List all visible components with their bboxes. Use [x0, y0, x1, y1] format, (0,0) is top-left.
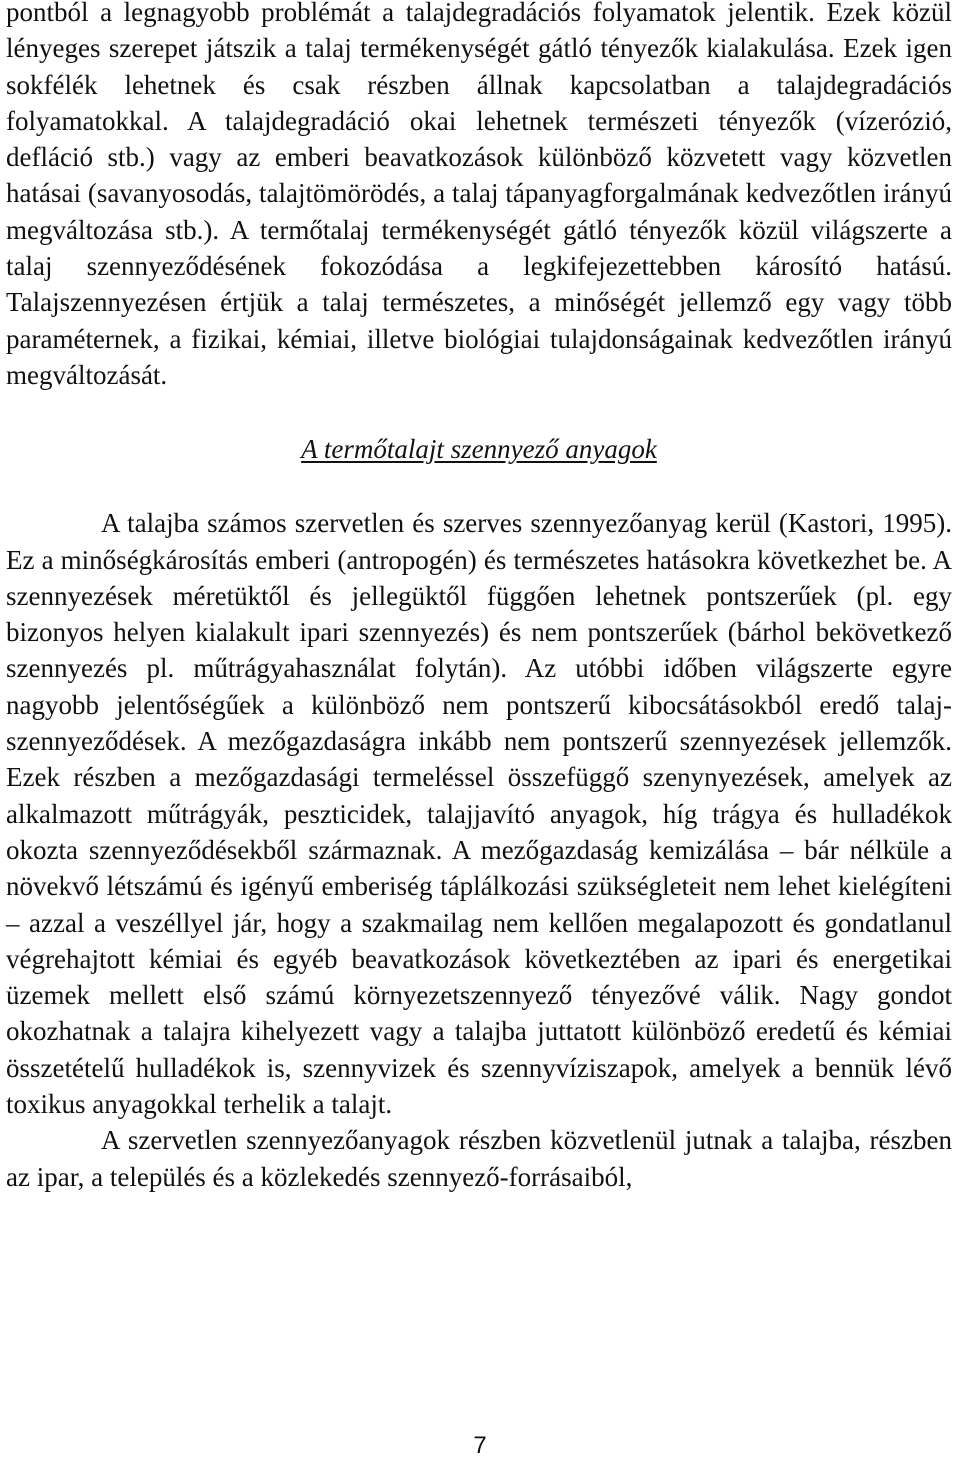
document-page: [6, 0, 952, 1195]
section-heading: A termőtalajt szennyező anyagok: [301, 434, 657, 465]
page-number: 7: [473, 1432, 487, 1459]
body-paragraph-1: pontból a legnagyobb problémát a talajdegradációs folyamatok jelentik. Ezek közül lényeges szerepet játszik a talaj termékenységét gátló tényezők kialakulása. Ezek igen sokfélék lehetnek és csak részben állnak kapcsolatban a talajdegradációs folyamatokkal. A talajdegradáció okai lehetnek természeti tényezők (vízerózió, defláció stb.) vagy az emberi beavatkozások különböző közvetett vagy közvetlen hatásai (savanyosodás, talajtömörödés, a talaj tápanyagforgalmának kedvezőtlen irányú megváltozása stb.). A termőtalaj termékenységét gátló tényezők közül világszerte a talaj szennyeződésének fokozódása a legkifejezettebben károsító hatású. Talajszennyezésen értjük a talaj természetes, a minőségét jellemző egy vagy több paraméternek, a fizikai, kémiai, illetve biológiai tulajdonságainak kedvezőtlen irányú megváltozását.: [6, 0, 952, 390]
body-paragraph-2: A talajba számos szervetlen és szerves szennyezőanyag kerül (Kastori, 1995). Ez a minőségkárosítás emberi (antropogén) és természetes hatásokra következhet be. A szennyezések méretüktől és jellegüktől függően lehetnek pontszerűek (pl. egy bizonyos helyen kialakult ipari szennyezés) és nem pontszerűek (bárhol bekövetkező szennyezés pl. műtrágyahasználat folytán). Az utóbbi időben világszerte egyre nagyobb jelentőségűek a különböző nem pontszerű kibocsátásokból eredő talajszennyeződések. A mezőgazdaságra inkább nem pontszerű szennyezések jellemzők. Ezek részben a mezőgazdasági termeléssel összefüggő szenynyezések, amelyek az alkalmazott műtrágyák, peszticidek, talajjavító anyagok, híg trágya és hulladékok okozta szennyeződésekből származnak. A mezőgazdaság kemizálása – bár nélküle a növekvő létszámú és igényű emberiség táplálkozási szükségleteit nem lehet kielégíteni – azzal a veszéllyel jár, hogy a szakmailag nem kellően megalapozott és gondatlanul végrehajtott kémiai és egyéb beavatkozások következtében az ipari és energetikai üzemek mellett első számú környezetszennyező tényezővé válik. Nagy gondot okozhatnak a talajra kihelyezett vagy a talajba juttatott különböző eredetű és kémiai összetételű hulladékok is, szennyvizek és szennyvíziszapok, amelyek a bennük lévő toxikus anyagokkal terhelik a talajt.: [6, 508, 952, 1120]
body-paragraph-3: A szervetlen szennyezőanyagok részben közvetlenül jutnak a talajba, részben az ipar, a település és a közlekedés szennyező-forrásaiból,: [6, 1125, 952, 1192]
